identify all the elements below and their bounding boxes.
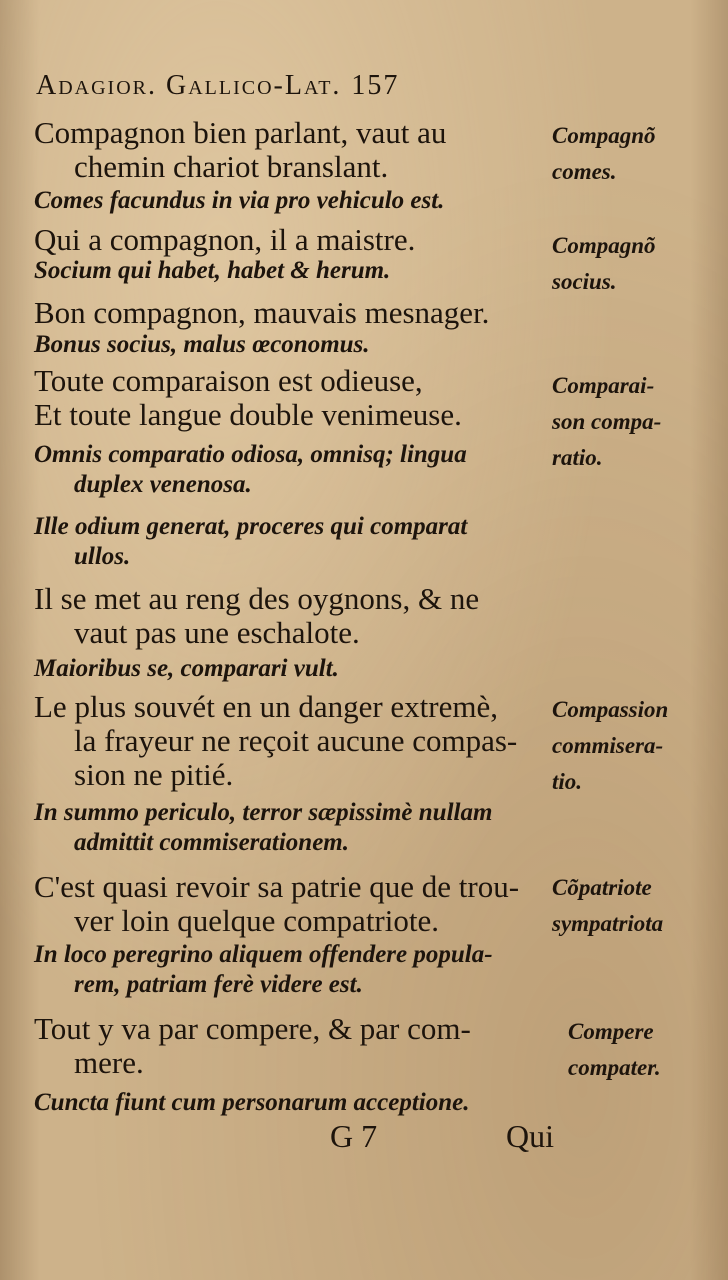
- text-line: rem, patriam ferè videre est.: [74, 971, 363, 998]
- text-line: Bonus socius, malus œconomus.: [34, 331, 370, 358]
- text-line: chemin chariot branslant.: [74, 149, 389, 184]
- proverb-french-4: [34, 364, 462, 432]
- side-note-line: Compagnõ: [552, 233, 656, 258]
- text-line: Il se met au reng des oygnons, & ne: [34, 581, 480, 616]
- text-line: Comes facundus in via pro vehiculo est.: [34, 187, 445, 214]
- side-note-compagnon-socius: [552, 228, 722, 300]
- proverb-latin-2: [34, 256, 390, 286]
- proverb-french-2: [34, 223, 415, 257]
- text-line: admittit commiserationem.: [74, 829, 349, 856]
- text-line: Socium qui habet, habet & herum.: [34, 257, 391, 284]
- side-note-line: comes.: [552, 159, 617, 184]
- text-line: duplex venenosa.: [74, 471, 252, 498]
- text-line: Compagnon bien parlant, vaut au: [34, 115, 447, 150]
- side-note-compatriote: [552, 870, 722, 942]
- text-line: mere.: [74, 1045, 144, 1080]
- proverb-french-3: [34, 296, 489, 330]
- signature-mark: G 7: [330, 1118, 378, 1154]
- side-note-line: Compagnõ: [552, 123, 656, 148]
- proverb-latin-6: [34, 654, 339, 684]
- proverb-french-7: [34, 870, 519, 938]
- proverb-latin-9: [34, 1088, 469, 1118]
- proverb-latin-3: [34, 330, 370, 360]
- side-note-compere: [568, 1014, 728, 1086]
- side-note-line: tio.: [552, 769, 583, 794]
- side-note-compassion: [552, 692, 722, 800]
- side-note-compagnon-comes: [552, 118, 722, 190]
- page-number: 157: [351, 70, 400, 101]
- proverb-latin-4: [34, 440, 467, 500]
- text-line: Toute comparaison est odieuse,: [34, 363, 423, 398]
- proverb-french-1: [34, 116, 446, 184]
- text-line: ver loin quelque compatriote.: [74, 903, 439, 938]
- side-note-line: Comparai-: [552, 373, 655, 398]
- proverb-french-6: [34, 690, 517, 792]
- running-header: [36, 70, 556, 102]
- text-line: vaut pas une eschalote.: [74, 615, 360, 650]
- text-line: sion ne pitié.: [74, 757, 234, 792]
- running-title: Adagior. Gallico-Lat.: [36, 70, 342, 101]
- side-note-line: sympatriota: [552, 911, 664, 936]
- text-line: Le plus souvét en un danger extremè,: [34, 689, 498, 724]
- side-note-line: Compere: [568, 1019, 654, 1044]
- proverb-french-5: [34, 582, 479, 650]
- text-line: In loco peregrino aliquem offendere popula-: [34, 941, 493, 968]
- text-line: Bon compagnon, mauvais mesnager.: [34, 295, 490, 330]
- side-note-comparaison: [552, 368, 722, 476]
- proverb-latin-5: [34, 512, 467, 572]
- text-line: C'est quasi revoir sa patrie que de trou-: [34, 869, 520, 904]
- text-line: In summo periculo, terror sæpissimè nullam: [34, 799, 493, 826]
- text-line: la frayeur ne reçoit aucune compas-: [74, 723, 518, 758]
- side-note-line: compater.: [568, 1055, 661, 1080]
- proverb-latin-8: [34, 940, 493, 1000]
- proverb-french-8: [34, 1012, 471, 1080]
- side-note-line: ratio.: [552, 445, 603, 470]
- side-note-line: socius.: [552, 269, 617, 294]
- side-note-line: Cõpatriote: [552, 875, 652, 900]
- text-line: Tout y va par compere, & par com-: [34, 1011, 471, 1046]
- text-line: Ille odium generat, proceres qui comparat: [34, 513, 468, 540]
- text-line: Cuncta fiunt cum personarum acceptione.: [34, 1089, 470, 1116]
- text-line: ullos.: [74, 543, 131, 570]
- text-line: Et toute langue double venimeuse.: [34, 397, 462, 432]
- proverb-latin-7: [34, 798, 492, 858]
- text-line: Omnis comparatio odiosa, omnisq; lingua: [34, 441, 467, 468]
- proverb-latin-1: [34, 186, 444, 216]
- text-line: Maioribus se, comparari vult.: [34, 655, 339, 682]
- text-line: Qui a compagnon, il a maistre.: [34, 222, 416, 257]
- catchword: Qui: [506, 1118, 554, 1154]
- side-note-line: son compa-: [552, 409, 662, 434]
- side-note-line: Compassion: [552, 697, 669, 722]
- side-note-line: commisera-: [552, 733, 664, 758]
